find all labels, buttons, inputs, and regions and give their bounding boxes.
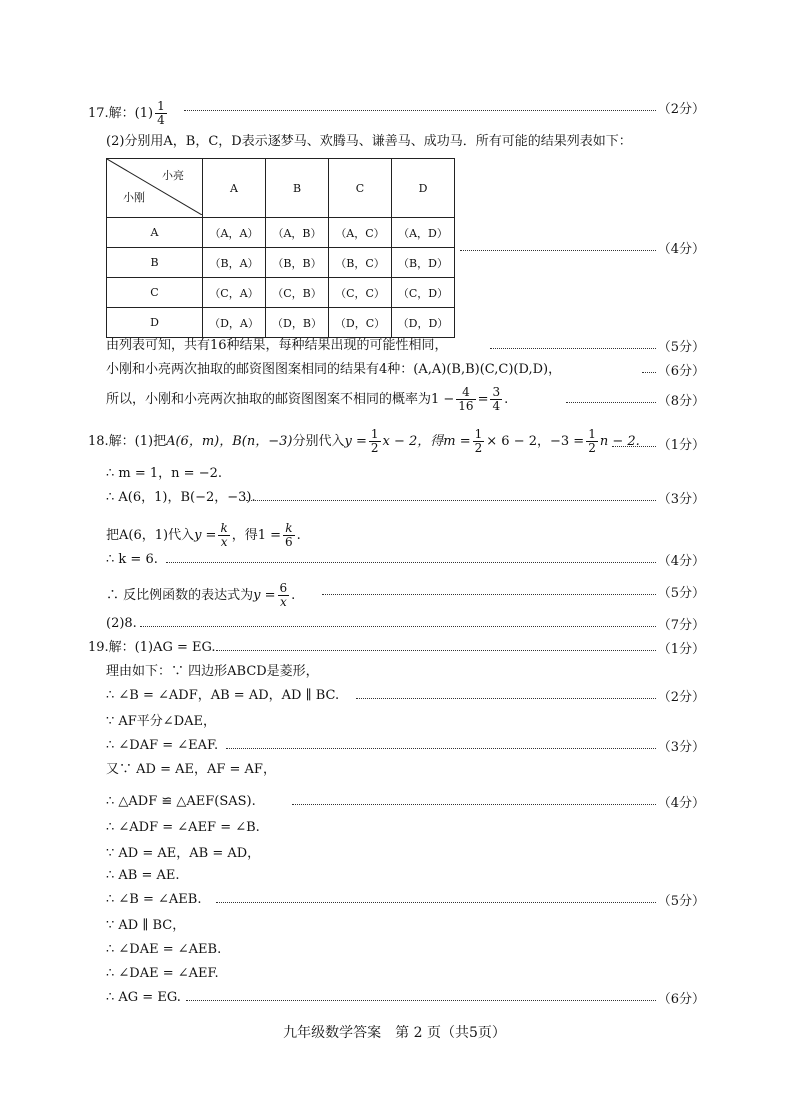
- q17-line-5: 所以，小刚和小亮两次抽取的邮资图图案不相同的概率为1 − $\frac{4}{16}$ = $\frac{3}{4}$ .: [106, 385, 509, 413]
- leader-dots: [322, 594, 656, 595]
- score-q19-5: （3分）: [657, 740, 705, 755]
- fraction: $\frac{1}{2}$: [370, 427, 379, 455]
- leader-dots: [226, 748, 656, 749]
- row-header: C: [107, 278, 203, 308]
- q19-line-2: 理由如下：∵ 四边形ABCD是菱形，: [106, 664, 319, 679]
- leader-dots: [184, 110, 656, 111]
- table-cell: （C，A）: [203, 278, 266, 308]
- table-cell: （B，D）: [392, 248, 455, 278]
- q19-line-14: ∴ ∠DAE = ∠AEF.: [106, 966, 219, 981]
- corner-label-bottom: 小刚: [123, 191, 145, 204]
- q18-line-2: ∴ m = 1，n = −2.: [106, 466, 222, 481]
- leader-dots: [216, 902, 656, 903]
- fraction: $\frac{1}{2}$: [474, 427, 483, 455]
- fraction: $\frac{6}{x}$: [279, 581, 288, 609]
- q19-line-6: 又∵ AD = AE，AF = AF，: [106, 762, 276, 777]
- q18-line-5: ∴ k = 6.: [106, 552, 158, 567]
- q18-line-6: ∴ 反比例函数的表达式为y = $\frac{6}{x}$ .: [106, 581, 296, 609]
- table-row: [107, 278, 455, 308]
- q19-line-15: ∴ AG = EG.: [106, 990, 181, 1005]
- score-q18-6: （5分）: [657, 586, 705, 601]
- table-cell: （A，C）: [329, 218, 392, 248]
- score-q19-15: （6分）: [657, 992, 705, 1007]
- fraction: $\frac{k}{6}$: [285, 521, 293, 549]
- q19-line-7: ∴ △ADF ≌ △AEF(SAS).: [106, 794, 256, 809]
- table-cell: （A，B）: [266, 218, 329, 248]
- table-cell: （D，B）: [266, 308, 329, 338]
- table-cell: （D，C）: [329, 308, 392, 338]
- table-cell: （C，D）: [392, 278, 455, 308]
- fraction: $\frac{4}{16}$: [458, 385, 474, 413]
- q19-line-9: ∵ AD = AE，AB = AD，: [106, 846, 261, 861]
- col-header: A: [203, 159, 266, 218]
- q19-line-5: ∴ ∠DAF = ∠EAF.: [106, 738, 219, 753]
- score-q19-1: （1分）: [657, 642, 705, 657]
- row-header: B: [107, 248, 203, 278]
- score-q18-1: （1分）: [657, 438, 705, 453]
- score-q19-7: （4分）: [657, 796, 705, 811]
- leader-dots: [246, 500, 656, 501]
- q17-line-1: [88, 100, 169, 127]
- score-q17-4: （6分）: [657, 364, 705, 379]
- q19-line-13: ∴ ∠DAE = ∠AEB.: [106, 942, 222, 957]
- q17-line-2: (2)分别用A，B，C，D表示逐梦马、欢腾马、谦善马、成功马．所有可能的结果列表如下：: [106, 134, 632, 149]
- result-table: [106, 158, 455, 338]
- score-q19-11: （5分）: [657, 894, 705, 909]
- table-cell: （D，D）: [392, 308, 455, 338]
- score-q19-3: （2分）: [657, 690, 705, 705]
- score-q17-1: （2分）: [657, 102, 705, 117]
- table-cell: （C，C）: [329, 278, 392, 308]
- table-cell: （B，C）: [329, 248, 392, 278]
- leader-dots: [612, 446, 656, 447]
- q19-line-10: ∴ AB = AE.: [106, 868, 180, 883]
- table-cell: （C，B）: [266, 278, 329, 308]
- leader-dots: [460, 250, 656, 251]
- leader-dots: [292, 804, 656, 805]
- table-cell: （B，B）: [266, 248, 329, 278]
- corner-label-top: 小亮: [162, 169, 184, 182]
- page-footer: 九年级数学答案 第 2 页（共5页）: [283, 1025, 506, 1041]
- leader-dots: [216, 650, 656, 651]
- score-q17-5: （8分）: [657, 394, 705, 409]
- leader-dots: [642, 372, 656, 373]
- q19-line-4: ∵ AF平分∠DAE，: [106, 714, 217, 729]
- row-header: D: [107, 308, 203, 338]
- fraction: $\frac{3}{4}$: [492, 385, 501, 413]
- leader-dots: [140, 626, 656, 627]
- leader-dots: [490, 348, 656, 349]
- q17-line-4: 小刚和小亮两次抽取的邮资图图案相同的结果有4种：(A,A)(B,B)(C,C)(D,D)，: [106, 362, 562, 377]
- table-cell: （D，A）: [203, 308, 266, 338]
- fraction: $\frac{k}{x}$: [220, 521, 228, 549]
- score-q18-5: （4分）: [657, 554, 705, 569]
- q19-line-11: ∴ ∠B = ∠AEB.: [106, 892, 202, 907]
- q18-line-7: (2)8.: [106, 616, 137, 631]
- q19-line-12: ∵ AD ∥ BC，: [106, 918, 186, 933]
- q17-answer-fraction: $\frac{1}{4}$: [157, 99, 165, 127]
- table-row: [107, 218, 455, 248]
- row-header: A: [107, 218, 203, 248]
- q18-line-4: 把A(6，1)代入y = $\frac{k}{x}$ ，得1 = $\frac{k}{6}$ .: [106, 521, 301, 549]
- q18-line-1: 18.解：(1)把A(6，m)，B(n，−3)分别代入y = $\frac{1}{2}$ x − 2，得m = $\frac{1}{2}$ × 6 − 2，−3 = $\frac{1}{2}$ n − 2.: [88, 427, 640, 455]
- score-q18-7: （7分）: [657, 618, 705, 633]
- q19-line-3: ∴ ∠B = ∠ADF，AB = AD，AD ∥ BC.: [106, 688, 340, 703]
- table-corner-cell: [107, 159, 203, 218]
- q17-line-3: 由列表可知，共有16种结果，每种结果出现的可能性相同，: [106, 338, 448, 353]
- q19-line-1: 19.解：(1)AG = EG.: [88, 640, 216, 655]
- leader-dots: [356, 698, 656, 699]
- table-row: [107, 248, 455, 278]
- score-q18-3: （3分）: [657, 492, 705, 507]
- leader-dots: [166, 562, 656, 563]
- col-header: B: [266, 159, 329, 218]
- score-q17-table: （4分）: [657, 242, 705, 257]
- diagonal-divider: [107, 159, 202, 215]
- table-row: [107, 308, 455, 338]
- leader-dots: [186, 1000, 656, 1001]
- col-header: C: [329, 159, 392, 218]
- table-cell: （A，D）: [392, 218, 455, 248]
- q19-line-8: ∴ ∠ADF = ∠AEF = ∠B.: [106, 820, 260, 835]
- score-q17-3: （5分）: [657, 340, 705, 355]
- leader-dots: [566, 402, 656, 403]
- table-cell: （B，A）: [203, 248, 266, 278]
- q17-part1-label: 17.解：(1): [88, 106, 154, 121]
- fraction: $\frac{1}{2}$: [588, 427, 596, 455]
- table-cell: （A，A）: [203, 218, 266, 248]
- col-header: D: [392, 159, 455, 218]
- q18-line-3: ∴ A(6，1)，B(−2，−3).: [106, 490, 256, 505]
